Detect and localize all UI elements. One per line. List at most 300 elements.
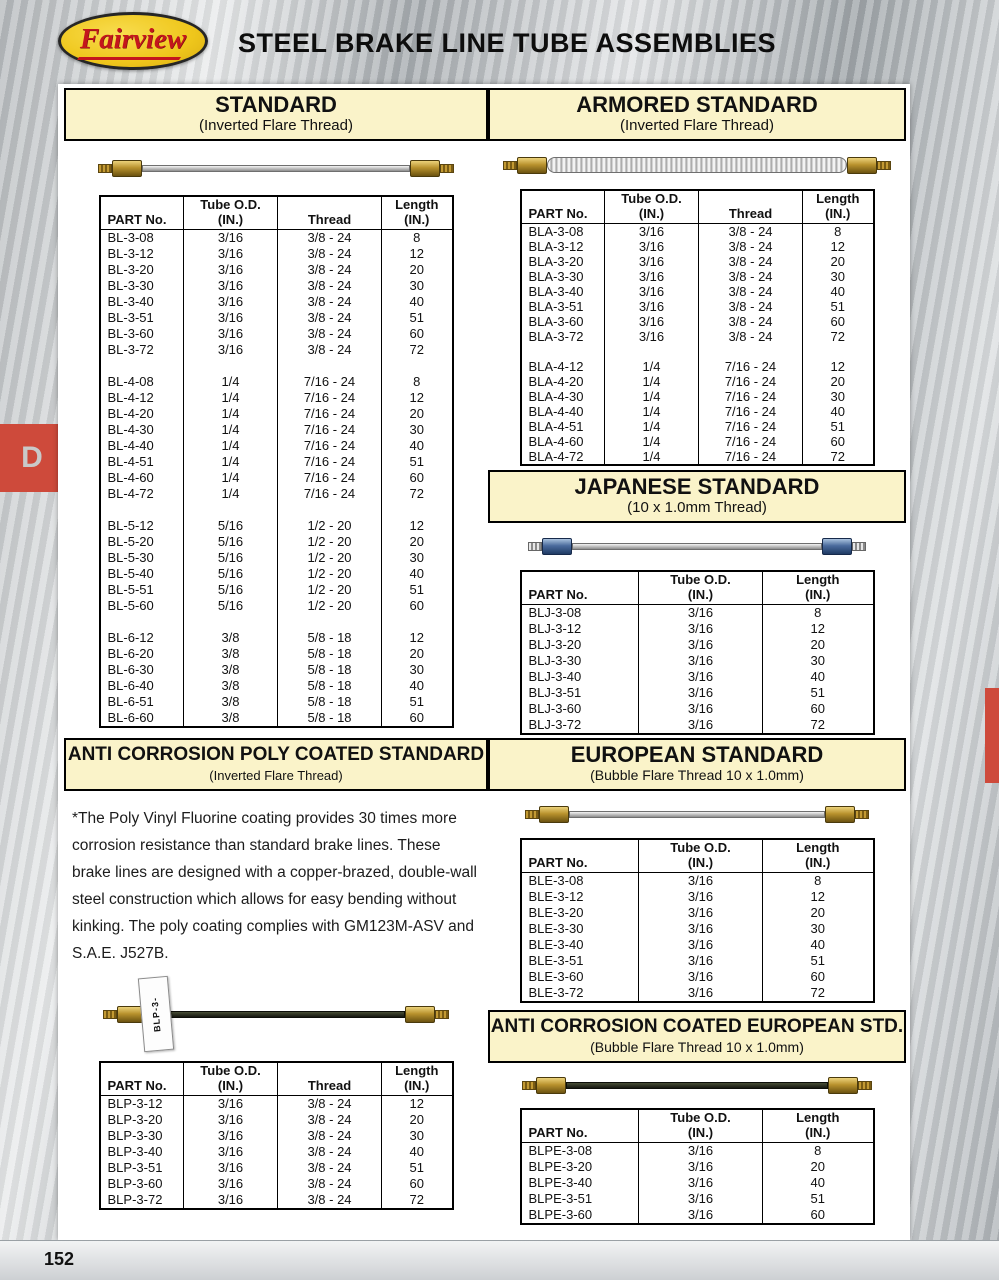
table-cell: 12 (382, 630, 453, 646)
table-cell: 3/8 - 24 (278, 1112, 382, 1128)
table-row (521, 621, 874, 637)
table-cell: BLPE-3-40 (521, 1175, 639, 1191)
table-cell: 7/16 - 24 (699, 434, 803, 449)
table-cell: 30 (382, 1128, 453, 1144)
table-cell: 51 (803, 419, 874, 434)
table-cell (382, 614, 453, 630)
product-label-text: BLP-3- (149, 996, 163, 1032)
table-row (521, 239, 874, 254)
table-cell: BLA-3-12 (521, 239, 605, 254)
col-header-thread: Thread (278, 1062, 382, 1096)
thread-tip-icon (525, 810, 539, 819)
table-cell: 12 (382, 246, 453, 262)
table-cell: 3/16 (184, 1192, 278, 1209)
table-cell: 7/16 - 24 (278, 438, 382, 454)
thread-tip-icon (103, 1010, 117, 1019)
table-cell: BL-3-72 (100, 342, 184, 358)
table-row (521, 953, 874, 969)
table-row (521, 873, 874, 890)
section-title: ARMORED STANDARD (576, 92, 818, 117)
table-row (100, 294, 453, 310)
table-cell: 3/16 (184, 1096, 278, 1113)
col-header-line: (IN.) (825, 206, 851, 221)
table-cell: 12 (763, 889, 874, 905)
standard-parts-table (99, 195, 454, 728)
fairview-logo-text: Fairview (80, 23, 186, 60)
col-header-length (803, 190, 874, 224)
table-row (521, 905, 874, 921)
standard-section-header (64, 88, 488, 141)
table-cell: 1/4 (605, 359, 699, 374)
table-row (100, 470, 453, 486)
table-cell (100, 614, 184, 630)
table-cell: BLA-3-51 (521, 299, 605, 314)
table-cell: 3/16 (639, 1175, 763, 1191)
table-cell: BLA-3-60 (521, 314, 605, 329)
table-row (521, 605, 874, 622)
table-row (521, 1159, 874, 1175)
table-cell: 3/16 (184, 1128, 278, 1144)
col-header-line: (IN.) (404, 212, 430, 227)
table-cell: 3/16 (639, 685, 763, 701)
table-cell: 1/2 - 20 (278, 582, 382, 598)
table-cell: 60 (803, 314, 874, 329)
table-row (521, 224, 874, 240)
table-cell: 1/2 - 20 (278, 598, 382, 614)
table-cell: 3/16 (639, 873, 763, 890)
section-subtitle: (Inverted Flare Thread) (209, 768, 343, 783)
table-cell: 5/16 (184, 518, 278, 534)
table-cell: 8 (382, 374, 453, 390)
table-cell: BL-3-12 (100, 246, 184, 262)
table-cell: 1/2 - 20 (278, 566, 382, 582)
table-cell: BLA-4-60 (521, 434, 605, 449)
section-subtitle: (Inverted Flare Thread) (620, 117, 774, 134)
table-cell: 3/8 - 24 (278, 230, 382, 247)
section-subtitle: (Inverted Flare Thread) (199, 117, 353, 134)
table-row (521, 314, 874, 329)
product-label (138, 976, 174, 1052)
table-cell: 1/4 (605, 434, 699, 449)
table-cell: 3/8 - 24 (278, 310, 382, 326)
thread-tip-icon (877, 161, 891, 170)
table-cell: 12 (382, 390, 453, 406)
table-cell: BLP-3-12 (100, 1096, 184, 1113)
col-header-tube-od (184, 196, 278, 230)
blue-fitting-icon (822, 538, 852, 555)
table-row (521, 937, 874, 953)
table-cell: BL-4-30 (100, 422, 184, 438)
table-row (521, 419, 874, 434)
section-subtitle: (10 x 1.0mm Thread) (627, 499, 767, 516)
table-cell: 3/8 - 24 (278, 262, 382, 278)
table-row (521, 669, 874, 685)
european-parts-table (520, 838, 875, 1003)
table-row (100, 550, 453, 566)
table-row (100, 390, 453, 406)
table-cell: 30 (382, 278, 453, 294)
table-cell: 5/16 (184, 582, 278, 598)
table-cell: BL-5-51 (100, 582, 184, 598)
col-header-line: Length (796, 1110, 840, 1125)
table-cell: BL-5-60 (100, 598, 184, 614)
standard-product-image (64, 141, 488, 195)
col-header-line: (IN.) (217, 212, 244, 227)
col-header-length (763, 839, 874, 873)
table-cell: 3/16 (639, 605, 763, 622)
section-tab-d (0, 424, 64, 492)
section-subtitle: (Bubble Flare Thread 10 x 1.0mm) (590, 1039, 804, 1055)
table-cell: 20 (763, 905, 874, 921)
table-cell: 3/16 (639, 1159, 763, 1175)
table-cell: 72 (382, 486, 453, 502)
table-cell: 3/16 (639, 1143, 763, 1160)
table-row (521, 404, 874, 419)
table-cell: BL-5-12 (100, 518, 184, 534)
table-cell: 30 (382, 422, 453, 438)
coated-european-section (488, 1010, 906, 1225)
brass-fitting-icon (517, 157, 547, 174)
table-cell: 8 (803, 224, 874, 240)
table-cell: 3/8 - 24 (278, 1096, 382, 1113)
col-header-line: Tube O.D. (670, 1110, 731, 1125)
table-row (521, 985, 874, 1002)
table-cell: 1/4 (605, 449, 699, 465)
col-header-tube-od (639, 1109, 763, 1143)
table-cell (184, 358, 278, 374)
table-row (100, 230, 453, 247)
table-cell: 40 (382, 1144, 453, 1160)
european-section-header (488, 738, 906, 791)
table-cell: BLJ-3-60 (521, 701, 639, 717)
coated-european-parts-table (520, 1108, 875, 1225)
table-cell: 3/16 (184, 326, 278, 342)
table-cell: 3/16 (605, 284, 699, 299)
table-cell: 1/4 (605, 389, 699, 404)
table-cell: 7/16 - 24 (278, 486, 382, 502)
table-cell: 40 (763, 669, 874, 685)
col-header-part-no: PART No. (521, 839, 639, 873)
col-header-line: (IN.) (638, 206, 665, 221)
table-row (100, 694, 453, 710)
table-cell: 7/16 - 24 (278, 390, 382, 406)
table-cell: 5/8 - 18 (278, 678, 382, 694)
table-cell: 60 (382, 598, 453, 614)
table-cell: 60 (763, 969, 874, 985)
col-header-line: (IN.) (217, 1078, 244, 1093)
table-cell: BLPE-3-20 (521, 1159, 639, 1175)
table-cell (803, 344, 874, 359)
page-title: STEEL BRAKE LINE TUBE ASSEMBLIES (238, 28, 777, 58)
japanese-standard-section (488, 470, 906, 735)
col-header-length (763, 1109, 874, 1143)
table-cell: 3/8 - 24 (278, 1192, 382, 1209)
table-cell: 7/16 - 24 (699, 359, 803, 374)
table-cell: BLJ-3-30 (521, 653, 639, 669)
table-row (100, 310, 453, 326)
table-cell: 20 (763, 637, 874, 653)
armored-section-header (488, 88, 906, 141)
table-cell: BLA-3-30 (521, 269, 605, 284)
table-cell: 3/16 (605, 314, 699, 329)
table-cell: 20 (382, 534, 453, 550)
brass-fitting-icon (828, 1077, 858, 1094)
table-cell: BL-5-20 (100, 534, 184, 550)
table-row (521, 969, 874, 985)
table-row (100, 262, 453, 278)
table-cell: 51 (382, 454, 453, 470)
table-cell: BLA-3-40 (521, 284, 605, 299)
table-cell: 1/4 (184, 486, 278, 502)
armored-standard-section (488, 88, 906, 466)
table-cell: 30 (382, 662, 453, 678)
table-cell: BLP-3-30 (100, 1128, 184, 1144)
table-row (100, 1112, 453, 1128)
table-cell: 8 (763, 873, 874, 890)
table-cell: 3/16 (639, 637, 763, 653)
table-cell: BLP-3-51 (100, 1160, 184, 1176)
table-cell: 3/16 (639, 937, 763, 953)
table-cell: BLP-3-60 (100, 1176, 184, 1192)
table-cell: BLJ-3-08 (521, 605, 639, 622)
col-header-part-no: PART No. (100, 196, 184, 230)
thread-tip-icon (852, 542, 866, 551)
table-cell: 40 (763, 937, 874, 953)
table-row (521, 389, 874, 404)
col-header-part-no: PART No. (521, 571, 639, 605)
table-row (100, 646, 453, 662)
steel-tube (569, 811, 825, 818)
table-cell (699, 344, 803, 359)
table-cell: BL-6-51 (100, 694, 184, 710)
table-cell: 72 (803, 449, 874, 465)
table-cell: 3/16 (639, 621, 763, 637)
page-number: 152 (44, 1249, 75, 1269)
table-row (521, 921, 874, 937)
table-row (521, 889, 874, 905)
table-row (521, 1191, 874, 1207)
table-cell: 3/8 - 24 (699, 314, 803, 329)
table-row (100, 1192, 453, 1209)
col-header-line: Tube O.D. (621, 191, 682, 206)
section-subtitle: (Bubble Flare Thread 10 x 1.0mm) (590, 767, 804, 783)
table-cell: BL-3-30 (100, 278, 184, 294)
table-cell: 60 (803, 434, 874, 449)
table-cell: 20 (382, 646, 453, 662)
table-row (521, 269, 874, 284)
table-cell: 3/8 - 24 (278, 1144, 382, 1160)
catalog-page (58, 84, 910, 1240)
col-header-line: (IN.) (687, 855, 714, 870)
table-cell: 40 (382, 678, 453, 694)
fairview-logo (58, 12, 208, 70)
section-title: EUROPEAN STANDARD (570, 742, 824, 767)
table-cell: 1/4 (184, 390, 278, 406)
table-row (100, 1128, 453, 1144)
table-cell (100, 358, 184, 374)
thread-tip-icon (503, 161, 517, 170)
col-header-line: (IN.) (805, 1125, 831, 1140)
table-cell (184, 614, 278, 630)
table-cell: 1/2 - 20 (278, 550, 382, 566)
table-row (100, 630, 453, 646)
table-cell: 3/8 (184, 630, 278, 646)
page-footer (0, 1240, 999, 1280)
table-row (521, 299, 874, 314)
table-row (100, 1096, 453, 1113)
table-cell: 1/4 (605, 404, 699, 419)
col-header-line: (IN.) (805, 855, 831, 870)
table-row (100, 406, 453, 422)
table-cell: BLP-3-20 (100, 1112, 184, 1128)
table-cell: 3/16 (605, 224, 699, 240)
table-cell: 3/16 (639, 921, 763, 937)
table-cell: 3/16 (184, 1176, 278, 1192)
table-row (100, 438, 453, 454)
table-cell: 60 (382, 1176, 453, 1192)
table-cell: 1/4 (605, 419, 699, 434)
table-header-row (100, 196, 453, 230)
brass-fitting-icon (536, 1077, 566, 1094)
table-row (100, 246, 453, 262)
table-cell: 3/16 (605, 239, 699, 254)
table-cell: BLA-4-12 (521, 359, 605, 374)
thread-tip-icon (528, 542, 542, 551)
table-cell: BLA-4-72 (521, 449, 605, 465)
table-row (521, 637, 874, 653)
table-cell: 7/16 - 24 (699, 374, 803, 389)
table-cell: BLJ-3-51 (521, 685, 639, 701)
steel-tube (142, 165, 410, 172)
table-row (100, 598, 453, 614)
table-cell: 72 (382, 1192, 453, 1209)
table-cell: BL-6-40 (100, 678, 184, 694)
table-cell: 3/16 (184, 294, 278, 310)
table-cell: 3/8 - 24 (699, 284, 803, 299)
table-cell: BL-4-60 (100, 470, 184, 486)
table-row (100, 326, 453, 342)
table-cell: 20 (803, 254, 874, 269)
table-cell: 12 (382, 1096, 453, 1113)
armored-parts-table (520, 189, 875, 466)
brass-fitting-icon (112, 160, 142, 177)
table-row (521, 434, 874, 449)
table-row (521, 449, 874, 465)
col-header-line: Length (395, 1063, 439, 1078)
table-cell: 3/8 - 24 (278, 294, 382, 310)
table-cell: 3/8 (184, 646, 278, 662)
col-header-line: Tube O.D. (670, 572, 731, 587)
table-header-row (100, 1062, 453, 1096)
table-cell: 3/16 (605, 329, 699, 344)
thread-tip-icon (98, 164, 112, 173)
table-cell: 3/16 (184, 1160, 278, 1176)
table-row (521, 1175, 874, 1191)
table-row (100, 454, 453, 470)
table-cell: 1/4 (184, 422, 278, 438)
table-cell: BL-5-30 (100, 550, 184, 566)
table-row (521, 653, 874, 669)
table-cell: 3/16 (184, 278, 278, 294)
table-cell: BL-6-30 (100, 662, 184, 678)
table-cell (278, 614, 382, 630)
thread-tip-icon (522, 1081, 536, 1090)
table-cell: 1/4 (184, 374, 278, 390)
table-row (100, 342, 453, 358)
col-header-part-no: PART No. (521, 190, 605, 224)
col-header-line: Tube O.D. (200, 197, 261, 212)
table-cell: 72 (763, 717, 874, 734)
brass-fitting-icon (410, 160, 440, 177)
table-cell: 3/8 - 24 (699, 254, 803, 269)
table-cell (184, 502, 278, 518)
table-cell: 20 (382, 406, 453, 422)
table-cell: BLA-4-51 (521, 419, 605, 434)
table-cell: 60 (382, 326, 453, 342)
col-header-line: (IN.) (687, 1125, 714, 1140)
col-header-line: Length (796, 572, 840, 587)
table-cell: 7/16 - 24 (278, 454, 382, 470)
table-cell: 12 (763, 621, 874, 637)
page-edge-red-marker (985, 688, 999, 783)
table-cell: 20 (803, 374, 874, 389)
thread-tip-icon (858, 1081, 872, 1090)
table-cell: 7/16 - 24 (278, 470, 382, 486)
table-cell: 3/16 (639, 889, 763, 905)
table-cell: 3/8 - 24 (699, 269, 803, 284)
table-row (100, 662, 453, 678)
table-row (100, 1176, 453, 1192)
table-cell: 5/8 - 18 (278, 646, 382, 662)
table-cell: BLPE-3-08 (521, 1143, 639, 1160)
table-row (521, 1207, 874, 1224)
col-header-length (763, 571, 874, 605)
table-row (100, 678, 453, 694)
table-cell: 3/8 - 24 (699, 329, 803, 344)
table-row (100, 1144, 453, 1160)
table-cell: 5/16 (184, 550, 278, 566)
steel-tube (572, 543, 822, 550)
table-row (521, 359, 874, 374)
col-header-tube-od (639, 839, 763, 873)
table-cell: BLJ-3-72 (521, 717, 639, 734)
poly-product-image (64, 971, 488, 1057)
col-header-tube-od (184, 1062, 278, 1096)
table-cell: 30 (382, 550, 453, 566)
table-cell: 7/16 - 24 (699, 419, 803, 434)
table-row (100, 518, 453, 534)
table-header-row (521, 190, 874, 224)
table-cell: 3/8 - 24 (278, 246, 382, 262)
table-cell: 3/8 - 24 (278, 342, 382, 358)
table-cell (382, 502, 453, 518)
section-tab-letter: D (21, 441, 43, 474)
table-cell: BL-4-08 (100, 374, 184, 390)
table-row (521, 685, 874, 701)
table-cell: 3/8 - 24 (699, 299, 803, 314)
table-cell: BLA-3-72 (521, 329, 605, 344)
table-cell: 30 (803, 269, 874, 284)
table-cell: 5/8 - 18 (278, 630, 382, 646)
table-cell: BL-3-51 (100, 310, 184, 326)
table-cell: BL-3-20 (100, 262, 184, 278)
table-cell: 1/4 (184, 454, 278, 470)
table-cell: 3/16 (639, 1191, 763, 1207)
table-cell: 40 (382, 438, 453, 454)
table-cell: 3/16 (639, 985, 763, 1002)
table-cell: 51 (763, 1191, 874, 1207)
table-cell: 3/16 (184, 1112, 278, 1128)
